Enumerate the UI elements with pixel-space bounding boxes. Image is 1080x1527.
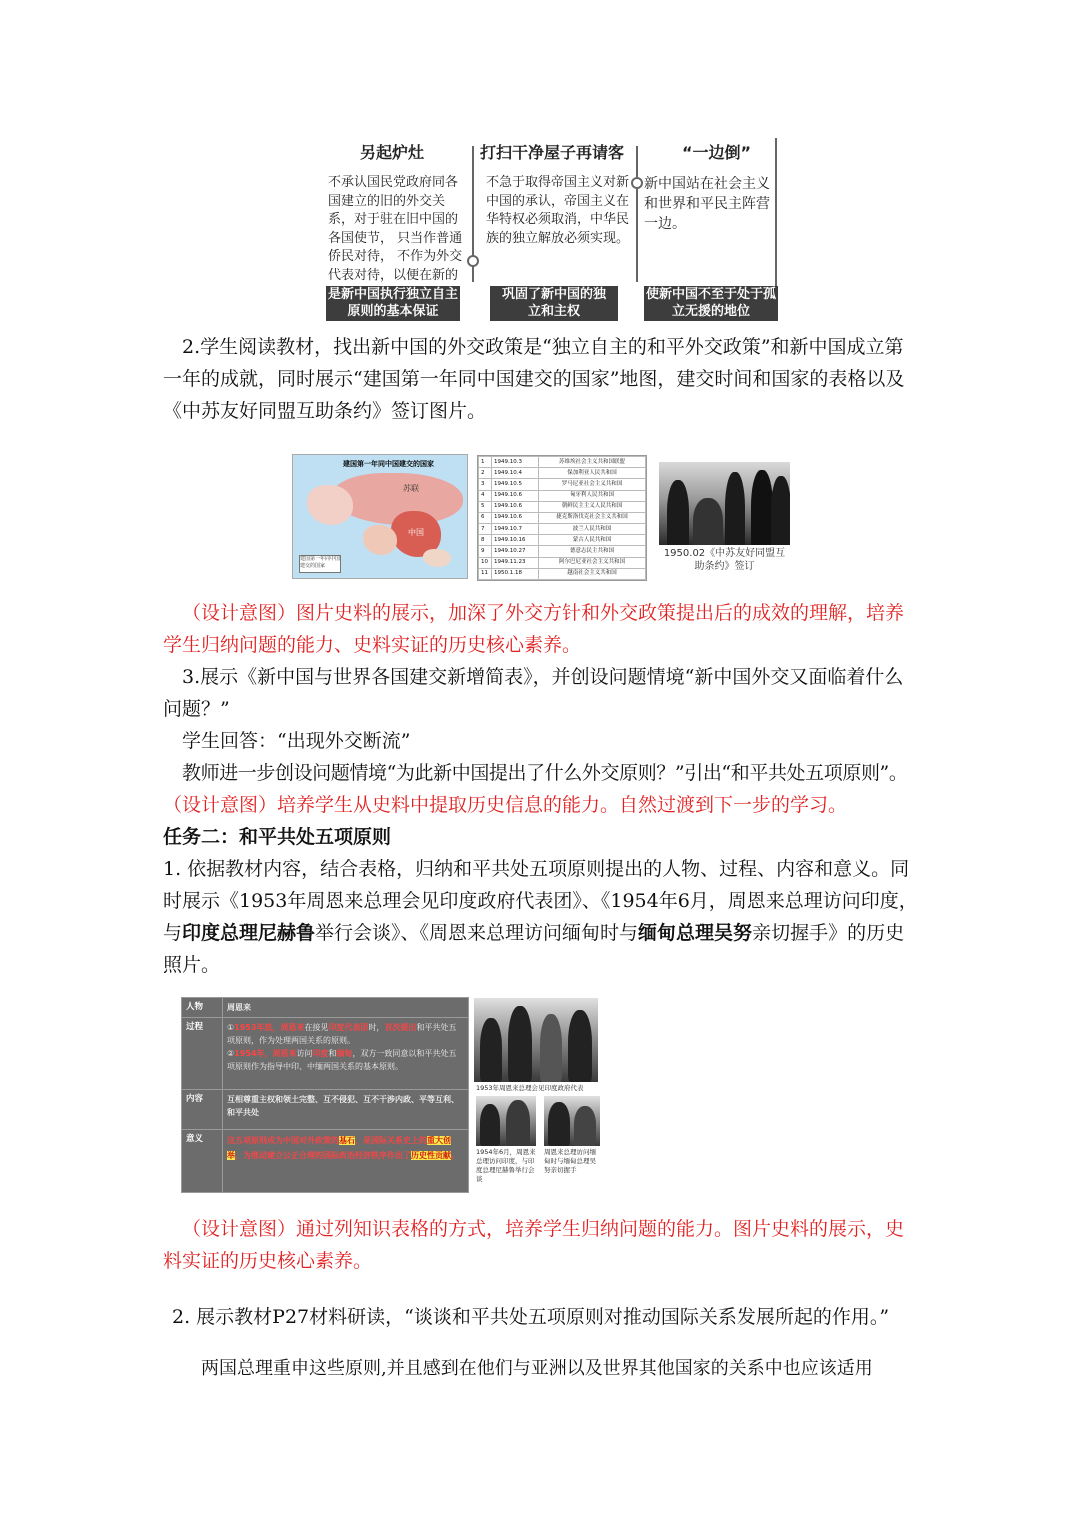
divider-line bbox=[775, 138, 777, 288]
table-cell-date: 1950.1.18 bbox=[492, 568, 539, 579]
table-cell-country: 匈牙利人民共和国 bbox=[539, 490, 646, 501]
row-label-process: 过程 bbox=[182, 1018, 223, 1090]
table-cell-date: 1949.11.23 bbox=[492, 557, 539, 568]
treaty-photo bbox=[659, 462, 790, 545]
paragraph-teacher: 教师进一步创设问题情境“为此新中国提出了什么外交原则？”引出“和平共处五项原则”。 bbox=[182, 762, 908, 784]
table-cell-no: 9 bbox=[479, 546, 492, 557]
policy-body-3: 新中国站在社会主义和世界和平民主阵营一边。 bbox=[644, 176, 770, 232]
map-title: 建国第一年同中国建交的国家 bbox=[343, 459, 434, 468]
design-intent-3: （设计意图）通过列知识表格的方式，培养学生归纳问题的能力。图片史料的展示，史料实证的历史核心素养。 bbox=[163, 1218, 905, 1272]
paragraph-task2-1: 1. 依据教材内容，结合表格，归纳和平共处五项原则提出的人物、过程、内容和意义。同时展示《1953年周恩来总理会见印度政府代表团》、《1954年6月，周恩来总理访问印度，与印度总理尼赫鲁举行会谈》、《周恩来总理访问缅甸时与缅甸总理吴努亲切握手》的历史照片。 bbox=[163, 858, 918, 976]
map-label: 中国 bbox=[408, 528, 424, 537]
policy-result-3: 使新中国不至于处于孤立无援的地位 bbox=[645, 287, 776, 319]
table-cell-no: 1 bbox=[479, 457, 492, 468]
content-value: 互相尊重主权和领土完整、互不侵犯、互不干涉内政、平等互利、和平共处 bbox=[223, 1090, 469, 1130]
table-cell-no: 4 bbox=[479, 490, 492, 501]
table-cell-country: 波兰人民共和国 bbox=[539, 524, 646, 535]
table-cell-date: 1949.10.6 bbox=[492, 490, 539, 501]
diplomatic-table bbox=[477, 455, 647, 581]
photo-caption-bottom-right: 周恩来总理访问缅甸时与缅甸总理吴努亲切握手 bbox=[544, 1148, 596, 1174]
table-cell-country: 德意志民主共和国 bbox=[539, 546, 646, 557]
policy-body-2: 不急于取得帝国主义对新中国的承认，帝国主义在华特权必须取消，中华民族的独立解放必须实现。 bbox=[486, 175, 630, 246]
table-cell-no: 11 bbox=[479, 568, 492, 579]
table-row bbox=[479, 524, 646, 535]
diplomatic-policy-figure bbox=[322, 138, 778, 321]
table-cell-country: 苏维埃社会主义共和国联盟 bbox=[539, 457, 646, 468]
table-cell-no: 7 bbox=[479, 524, 492, 535]
table-cell-country: 越南社会主义共和国 bbox=[539, 568, 646, 579]
meaning-value: 这五项原则成为中国对外政策的基石，是国际关系史上的重大创举，为推动建立公正合理的国际政治经济秩序作出了历史性贡献。 bbox=[223, 1130, 469, 1193]
table-cell-country: 朝鲜民主主义人民共和国 bbox=[539, 501, 646, 512]
table-cell-date: 1949.10.7 bbox=[492, 524, 539, 535]
policy-title-2: 打扫干净屋子再请客 bbox=[480, 143, 625, 162]
table-cell-country: 蒙古人民共和国 bbox=[539, 535, 646, 546]
diplomatic-map bbox=[292, 454, 468, 579]
design-intent-1: （设计意图）图片史料的展示，加深了外交方针和外交政策提出后的成效的理解，培养学生归纳问题的能力、史料实证的历史核心素养。 bbox=[163, 602, 905, 656]
map-label: 苏联 bbox=[403, 484, 419, 493]
table-cell-country: 保加利亚人民共和国 bbox=[539, 468, 646, 479]
divider-line bbox=[636, 146, 638, 282]
row-label-content: 内容 bbox=[182, 1090, 223, 1130]
photo-caption-top: 1953年周恩来总理会见印度政府代表 bbox=[476, 1084, 584, 1092]
person-value: 周恩来 bbox=[223, 998, 469, 1018]
timeline-dot bbox=[467, 255, 479, 267]
process-value: ①1953年底，周恩来在接见印度代表团时，首次提出和平共处五项原则，作为处理两国关系的原则。 ②1954年，周恩来访问印度和缅甸，双方一致同意以和平共处五项原则作为指导中印、中缅两国关系的基本原则。 bbox=[223, 1018, 469, 1090]
paragraph-3: 3.展示《新中国与世界各国建交新增简表》，并创设问题情境“新中国外交又面临着什么问题？” bbox=[163, 666, 904, 720]
table-cell-no: 6 bbox=[479, 512, 492, 523]
policy-body-1: 不承认国民党政府同各国建立的旧的外交关系，对于驻在旧中国的各国使节， 只当作普通侨民对待， 不作为外交代表对待，以便在新的 bbox=[328, 175, 463, 283]
policy-result-2: 巩固了新中国的独立和主权 bbox=[490, 286, 618, 321]
timeline-dot bbox=[631, 177, 643, 189]
table-cell-date: 1949.10.6 bbox=[492, 501, 539, 512]
treaty-photo-caption: 1950.02《中苏友好同盟互助条约》签订 bbox=[663, 548, 786, 572]
table-cell-no: 5 bbox=[479, 501, 492, 512]
table-row bbox=[479, 546, 646, 557]
table-cell-country: 罗马尼亚社会主义共和国 bbox=[539, 479, 646, 490]
table-cell-no: 10 bbox=[479, 557, 492, 568]
table-row bbox=[479, 457, 646, 468]
table-cell-no: 2 bbox=[479, 468, 492, 479]
table-cell-date: 1949.10.27 bbox=[492, 546, 539, 557]
table-cell-date: 1949.10.6 bbox=[492, 512, 539, 523]
task-2-heading: 任务二：和平共处五项原则 bbox=[163, 826, 392, 848]
table-cell-country: 阿尔巴尼亚社会主义共和国 bbox=[539, 557, 646, 568]
policy-title-3: “一边倒” bbox=[682, 143, 752, 162]
table-row bbox=[479, 535, 646, 546]
five-principles-table bbox=[181, 997, 469, 1193]
table-row bbox=[479, 479, 646, 490]
design-intent-2: （设计意图）培养学生从史料中提取历史信息的能力。自然过渡到下一步的学习。 bbox=[163, 794, 848, 816]
row-label-person: 人物 bbox=[182, 998, 223, 1018]
row-label-meaning: 意义 bbox=[182, 1130, 223, 1193]
quote-paragraph: 两国总理重申这些原则,并且感到在他们与亚洲以及世界其他国家的关系中也应该适用 bbox=[201, 1358, 873, 1379]
policy-result-1: 是新中国执行独立自主原则的基本保证 bbox=[327, 287, 458, 319]
photo-burma-handshake bbox=[544, 1096, 600, 1146]
table-cell-date: 1949.10.5 bbox=[492, 479, 539, 490]
map-legend: 建国第一年同中国建交的国家 bbox=[299, 555, 341, 573]
paragraph-student-answer: 学生回答：“出现外交断流” bbox=[182, 730, 411, 752]
table-row bbox=[479, 490, 646, 501]
paragraph-task2-2: 2. 展示教材P27材料研读，“谈谈和平共处五项原则对推动国际关系发展所起的作用。” bbox=[172, 1306, 890, 1328]
policy-title-1: 另起炉灶 bbox=[360, 143, 425, 162]
table-cell-country: 捷克斯洛伐克社会主义共和国 bbox=[539, 512, 646, 523]
table-cell-no: 8 bbox=[479, 535, 492, 546]
table-cell-date: 1949.10.4 bbox=[492, 468, 539, 479]
table-row bbox=[479, 512, 646, 523]
table-row bbox=[479, 501, 646, 512]
photo-caption-bottom-left: 1954年6月，周恩来总理访问印度，与印度总理尼赫鲁举行会谈 bbox=[476, 1148, 536, 1183]
table-cell-date: 1949.10.16 bbox=[492, 535, 539, 546]
table-row bbox=[479, 568, 646, 579]
paragraph-2: 2.学生阅读教材，找出新中国的外交政策是“独立自主的和平外交政策”和新中国成立第一年的成就，同时展示“建国第一年同中国建交的国家”地图，建交时间和国家的表格以及《中苏友好同盟互助条约》签订图片。 bbox=[163, 336, 905, 422]
table-cell-no: 3 bbox=[479, 479, 492, 490]
table-row bbox=[479, 557, 646, 568]
table-row bbox=[479, 468, 646, 479]
photo-1954-nehru bbox=[476, 1096, 536, 1146]
photo-1953-delegation bbox=[474, 998, 598, 1082]
table-cell-date: 1949.10.3 bbox=[492, 457, 539, 468]
